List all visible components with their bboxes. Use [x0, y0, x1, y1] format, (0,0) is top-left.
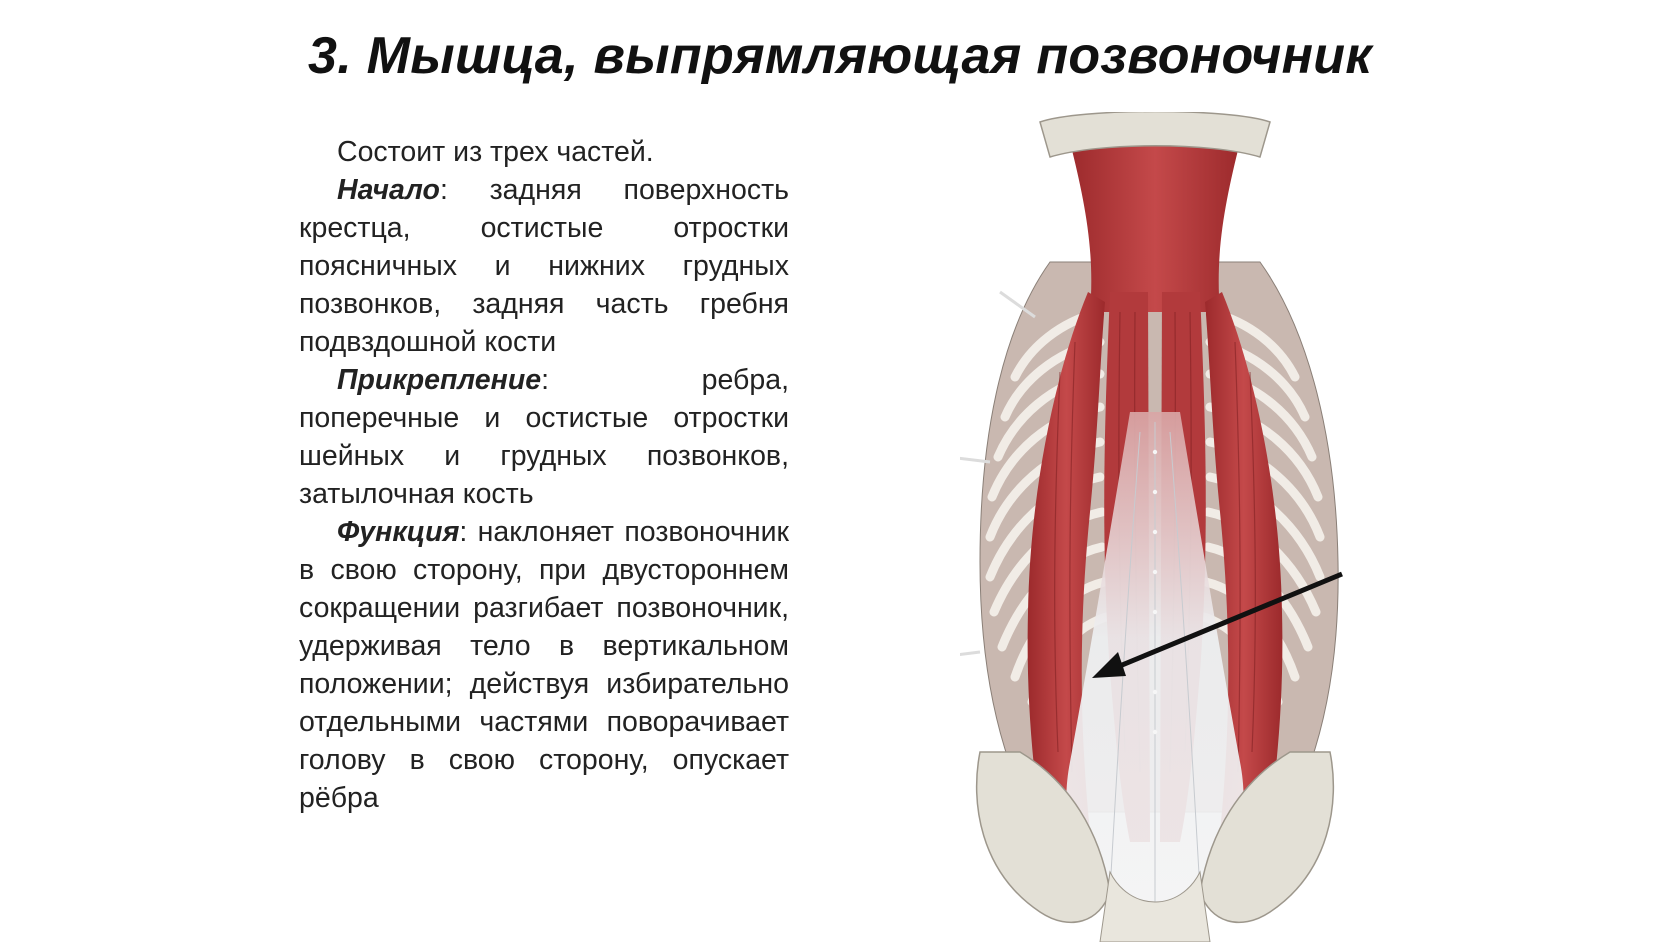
insertion-text: : ребра, поперечные и остистые отростки шейных и грудных позвонков, затылочная кость — [299, 364, 789, 510]
origin-paragraph — [299, 171, 789, 361]
origin-text: : задняя поверхность крестца, остистые отростки поясничных и нижних грудных позвонков, задняя часть гребня подвздошной кости — [299, 174, 789, 358]
slide-title: 3. Мышца, выпрямляющая позвоночник — [307, 27, 1373, 85]
insertion-paragraph — [299, 361, 789, 513]
neck-muscles — [1070, 142, 1240, 312]
insertion-label: Прикрепление — [337, 364, 542, 396]
back-muscles-drawing — [960, 112, 1350, 942]
function-text: : наклоняет позвоночник в свою сторону, при двустороннем сокращении разгибает позвоночник, удерживая тело в вертикальном положении; действуя избирательно отдельными частями поворачивает голову в свою сторону, опускает рёбра — [299, 516, 789, 814]
description-text — [299, 133, 789, 817]
intro-text: Состоит из трех частей. — [337, 136, 654, 168]
anatomy-illustration — [960, 112, 1350, 942]
origin-label: Начало — [337, 174, 440, 206]
function-paragraph — [299, 513, 789, 817]
intro-paragraph — [299, 133, 789, 171]
function-label: Функция — [337, 516, 460, 548]
